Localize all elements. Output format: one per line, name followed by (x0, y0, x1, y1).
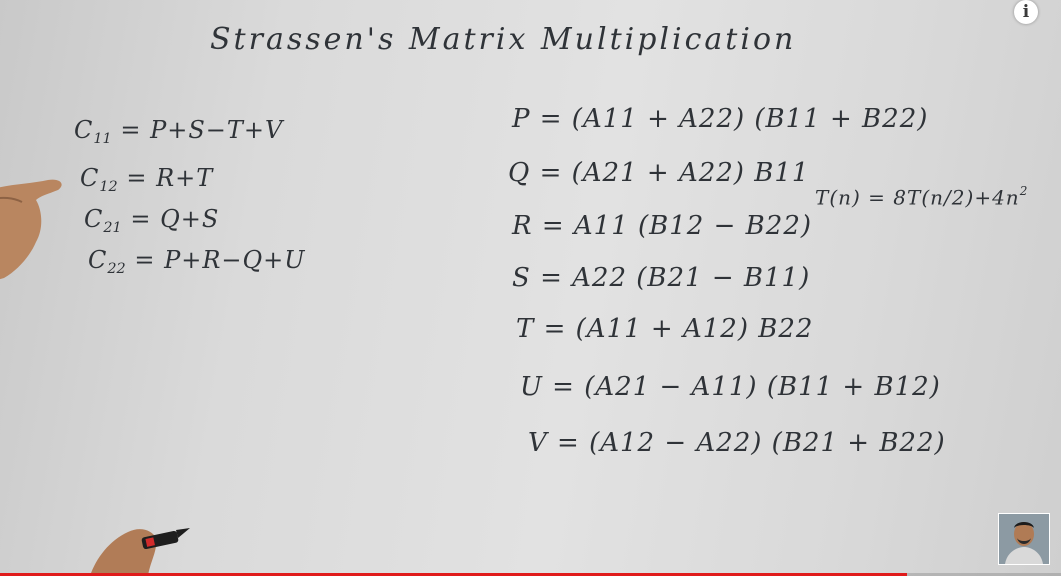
channel-avatar[interactable] (998, 513, 1050, 565)
c12-sub: 12 (99, 179, 118, 196)
c12-rhs: = R+T (126, 164, 214, 192)
recurrence-exponent: 2 (1019, 184, 1028, 198)
hand-with-marker (90, 510, 200, 576)
c21-rhs: = Q+S (130, 205, 220, 233)
c22-lhs: C (88, 246, 108, 274)
c21-sub: 21 (103, 220, 122, 237)
equation-c12 (80, 164, 213, 195)
equation-v: V = (A12 − A22) (B21 + B22) (528, 428, 946, 458)
recurrence-base: T(n) = 8T(n/2)+4n (815, 185, 1020, 210)
equation-c11 (74, 116, 283, 147)
info-button[interactable]: i (1014, 0, 1038, 24)
equation-r: R = A11 (B12 − B22) (512, 211, 812, 241)
c11-rhs: = P+S−T+V (120, 116, 284, 144)
c12-lhs: C (80, 164, 100, 192)
c11-lhs: C (74, 116, 94, 144)
equation-q: Q = (A21 + A22) B11 (508, 158, 810, 188)
avatar-image (999, 514, 1049, 564)
equation-s: S = A22 (B21 − B11) (512, 263, 811, 293)
title: Strassen's Matrix Multiplication (210, 22, 797, 57)
equation-t: T = (A11 + A12) B22 (516, 314, 814, 344)
c22-sub: 22 (107, 261, 126, 278)
equation-p: P = (A11 + A22) (B11 + B22) (512, 104, 929, 134)
equation-u: U = (A21 − A11) (B11 + B12) (520, 372, 941, 402)
equation-c21 (84, 205, 219, 236)
c21-lhs: C (84, 205, 104, 233)
c22-rhs: = P+R−Q+U (134, 246, 306, 274)
recurrence-relation (815, 184, 1027, 210)
equation-c22 (88, 246, 306, 277)
pointing-hand (0, 170, 70, 290)
c11-sub: 11 (93, 131, 112, 148)
